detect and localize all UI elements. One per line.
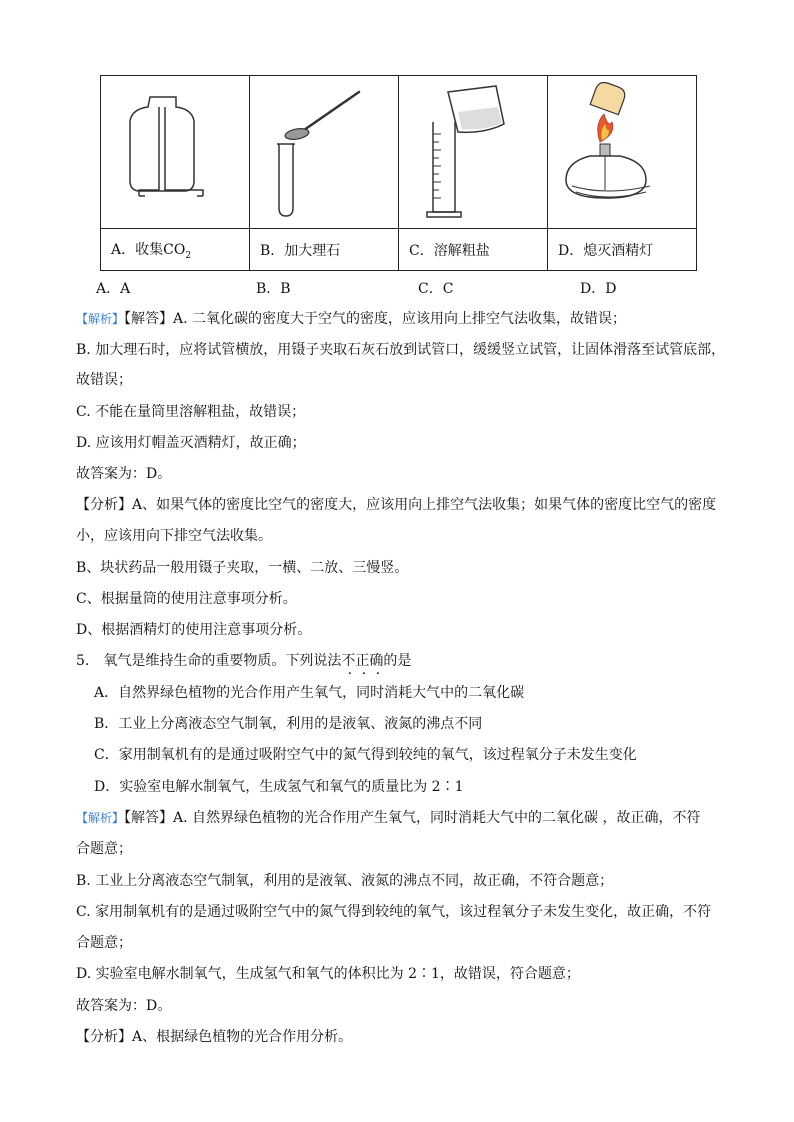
cell-label-a: A．收集$CO_2$ — [101, 229, 250, 271]
apparatus-table — [100, 75, 697, 271]
q5-answer-d: D. 实验室电解水制氧气，生成氢气和氧气的体积比为 2∶1，故错误，符合题意； — [76, 966, 580, 982]
q4-analysis-c: C、根据量筒的使用注意事项分析。 — [76, 591, 297, 607]
q5-answer-a-1: 【解析】【解答】A. 自然界绿色植物的光合作用产生氧气，同时消耗大气中的二氧化碳 ，故正确，不符 — [76, 810, 701, 826]
q5-option-d: D．实验室电解水制氧气，生成氢气和氧气的质量比为 2∶1 — [94, 779, 464, 795]
alcohol-lamp-figure — [548, 76, 697, 229]
option-b: B．B — [256, 281, 291, 297]
gas-collection-figure — [101, 76, 250, 229]
q4-analysis-a-1: 【分析】A、如果气体的密度比空气的密度大，应该用向上排空气法收集；如果气体的密度比空气的密度 — [76, 497, 717, 513]
option-c: C．C — [418, 281, 454, 297]
option-d: D．D — [580, 281, 617, 297]
q4-answer-b-1: B. 加大理石时，应将试管横放，用镊子夹取石灰石放到试管口，缓缓竖立试管，让固体滑落至试管底部， — [76, 342, 726, 358]
q5-option-b: B．工业上分离液态空气制氧，利用的是液氧、液氮的沸点不同 — [94, 716, 483, 732]
q4-final-answer: 故答案为：D。 — [76, 466, 172, 482]
cell-label-c: C．溶解粗盐 — [399, 229, 548, 271]
q5-option-a: A．自然界绿色植物的光合作用产生氧气，同时消耗大气中的二氧化碳 — [94, 685, 525, 701]
q4-analysis-b: B、块状药品一般用镊子夹取，一横、二放、三慢竖。 — [76, 560, 409, 576]
option-a: A．A — [96, 281, 131, 297]
q5-final-answer: 故答案为：D。 — [76, 998, 172, 1014]
q5-answer-b: B. 工业上分离液态空气制氧，利用的是液氧、液氮的沸点不同，故正确，不符合题意； — [76, 873, 614, 889]
graduated-cylinder-figure — [399, 76, 548, 229]
analysis-tag: 【解析】 — [76, 312, 125, 326]
q5-option-c: C．家用制氧机有的是通过吸附空气中的氮气得到较纯的氧气，该过程氧分子未发生变化 — [94, 747, 637, 763]
q4-answer-d: D. 应该用灯帽盖灭酒精灯，故正确； — [76, 435, 306, 451]
test-tube-spoon-figure — [250, 76, 399, 229]
q4-answer-b-2: 故错误； — [76, 372, 132, 388]
q5-stem: 5. 氧气是维持生命的重要物质。下列说法不正确的是 — [76, 653, 412, 669]
cell-label-d: D．熄灭酒精灯 — [548, 229, 697, 271]
q4-answer-c: C. 不能在量筒里溶解粗盐，故错误； — [76, 404, 306, 420]
analysis-tag: 【解析】 — [76, 811, 125, 825]
q5-answer-c-2: 合题意； — [76, 935, 132, 951]
cell-label-b: B．加大理石 — [250, 229, 399, 271]
q4-analysis-a-2: 小，应该用向下排空气法收集。 — [76, 528, 272, 544]
q4-analysis-d: D、根据酒精灯的使用注意事项分析。 — [76, 622, 312, 638]
q4-answer-line: 【解析】【解答】A. 二氧化碳的密度大于空气的密度，应该用向上排空气法收集，故错误； — [76, 311, 627, 327]
q5-analysis-a: 【分析】A、根据绿色植物的光合作用分析。 — [76, 1029, 353, 1045]
q5-answer-c-1: C. 家用制氧机有的是通过吸附空气中的氮气得到较纯的氧气，该过程氧分子未发生变化，故正确，不符 — [76, 904, 712, 920]
q5-answer-a-2: 合题意； — [76, 841, 132, 857]
